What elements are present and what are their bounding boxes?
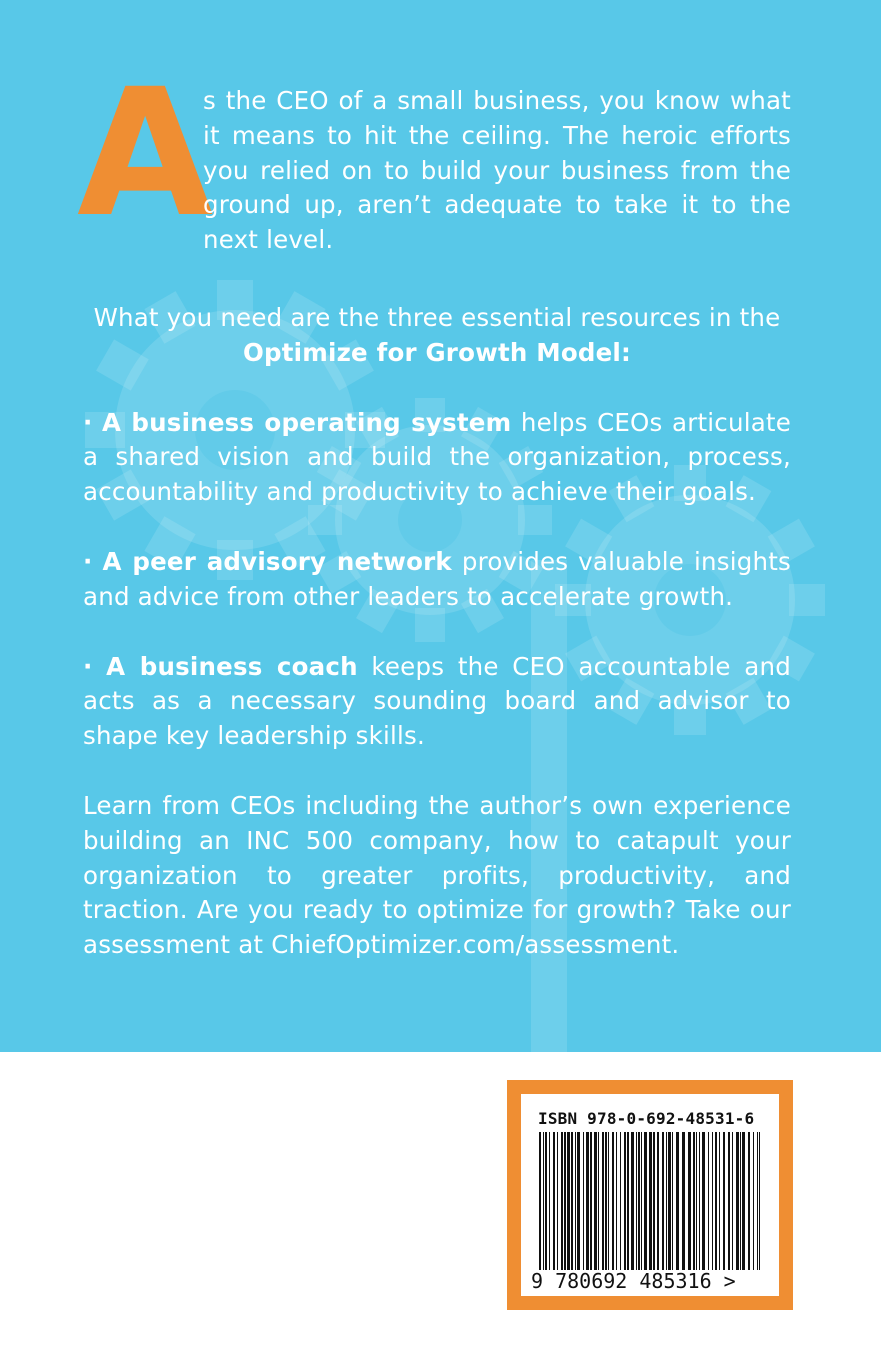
barcode-bar xyxy=(641,1132,642,1270)
barcode-bar xyxy=(557,1132,558,1270)
resource-item xyxy=(83,406,791,510)
barcode-bar xyxy=(636,1132,637,1270)
barcode-bar xyxy=(627,1132,629,1270)
model-intro xyxy=(83,301,791,371)
barcode-bar xyxy=(666,1132,667,1270)
barcode-bar xyxy=(662,1132,664,1270)
barcode-bar xyxy=(649,1132,652,1270)
resource-term: A peer advisory network xyxy=(102,546,452,576)
barcode-bar xyxy=(732,1132,733,1270)
barcode-bar xyxy=(567,1132,570,1270)
barcode-bar xyxy=(736,1132,739,1270)
barcode-bar xyxy=(676,1132,679,1270)
bullet-dot: · xyxy=(83,546,93,576)
barcode-bar xyxy=(715,1132,717,1270)
barcode-bar xyxy=(702,1132,705,1270)
barcode-bar xyxy=(644,1132,647,1270)
barcode-bar xyxy=(545,1132,547,1270)
barcode-bar xyxy=(723,1132,725,1270)
bullet-dot: · xyxy=(83,407,93,437)
drop-cap xyxy=(77,51,214,256)
resource-item xyxy=(83,650,791,754)
barcode-bar xyxy=(539,1132,541,1270)
resource-description: helps CEOs articulate a shared vision and build the organization, process, accountability and productivity to achieve their goals. xyxy=(83,407,791,507)
barcode-bar xyxy=(561,1132,563,1270)
cover-copy xyxy=(77,51,791,963)
barcode-bar xyxy=(668,1132,671,1270)
barcode-bar xyxy=(740,1132,741,1270)
barcode-bar xyxy=(620,1132,621,1270)
barcode-bar xyxy=(719,1132,720,1270)
barcode-bar xyxy=(682,1132,685,1270)
barcode-bar xyxy=(612,1132,614,1270)
model-name: Optimize for Growth Model: xyxy=(242,337,631,367)
barcode-bar xyxy=(549,1132,550,1270)
barcode-bar xyxy=(577,1132,580,1270)
intro-paragraph xyxy=(77,51,791,258)
barcode-bar xyxy=(594,1132,597,1270)
resource-description: keeps the CEO accountable and acts as a necessary sounding board and advisor to shape key leadership skills. xyxy=(83,651,791,751)
resource-term: A business coach xyxy=(106,651,358,681)
barcode-bar xyxy=(653,1132,655,1270)
barcode-frame xyxy=(507,1080,793,1310)
barcode-bar xyxy=(742,1132,745,1270)
barcode-bar xyxy=(571,1132,573,1270)
barcode-bar xyxy=(757,1132,758,1270)
barcode-bar xyxy=(748,1132,750,1270)
bullet-dot: · xyxy=(83,651,93,681)
resource-item xyxy=(83,545,791,615)
barcode-bar xyxy=(575,1132,576,1270)
barcode-bar xyxy=(693,1132,695,1270)
barcode-bar xyxy=(631,1132,634,1270)
barcode-bar xyxy=(759,1132,760,1270)
barcode-bar xyxy=(672,1132,673,1270)
barcode-bar xyxy=(605,1132,607,1270)
intro-text: s the CEO of a small business, you know what it means to hit the ceiling. The heroic efforts you relied on to build your business from the ground up, aren’t adequate to take it to the next level. xyxy=(203,86,791,255)
barcode-bar xyxy=(564,1132,566,1270)
resource-description: provides valuable insights and advice from other leaders to accelerate growth. xyxy=(83,546,791,611)
barcode-bar xyxy=(708,1132,709,1270)
barcode-bar xyxy=(553,1132,555,1270)
barcode-box xyxy=(521,1094,779,1296)
barcode-bar xyxy=(608,1132,609,1270)
barcode-bar xyxy=(583,1132,584,1270)
resource-term: A business operating system xyxy=(102,407,512,437)
barcode-bars xyxy=(539,1132,763,1270)
barcode-bar xyxy=(616,1132,617,1270)
closing-paragraph: Learn from CEOs including the author’s own experience building an INC 500 company, how to catapult your organization to greater profits, productivity, and traction. Are you ready to optimize for growth? Take our assessment at ChiefOptimizer.com/assessment. xyxy=(83,790,791,960)
barcode-bar xyxy=(728,1132,730,1270)
barcode-bar xyxy=(598,1132,599,1270)
barcode-bar xyxy=(602,1132,604,1270)
barcode-bar xyxy=(638,1132,640,1270)
barcode-bar xyxy=(696,1132,697,1270)
barcode-bar xyxy=(753,1132,754,1270)
barcode-bar xyxy=(712,1132,713,1270)
barcode-bar xyxy=(657,1132,659,1270)
barcode-bar xyxy=(624,1132,626,1270)
barcode-bar xyxy=(586,1132,589,1270)
isbn-label: ISBN 978-0-692-48531-6 xyxy=(538,1109,755,1128)
drop-cap-letter: A xyxy=(77,51,214,256)
barcode-bar xyxy=(543,1132,544,1270)
barcode-bar xyxy=(590,1132,592,1270)
model-intro-line: What you need are the three essential resources in the xyxy=(93,302,781,332)
barcode-digits: 9 780692 485316 > xyxy=(531,1269,736,1293)
barcode-bar xyxy=(699,1132,700,1270)
barcode-bar xyxy=(688,1132,691,1270)
